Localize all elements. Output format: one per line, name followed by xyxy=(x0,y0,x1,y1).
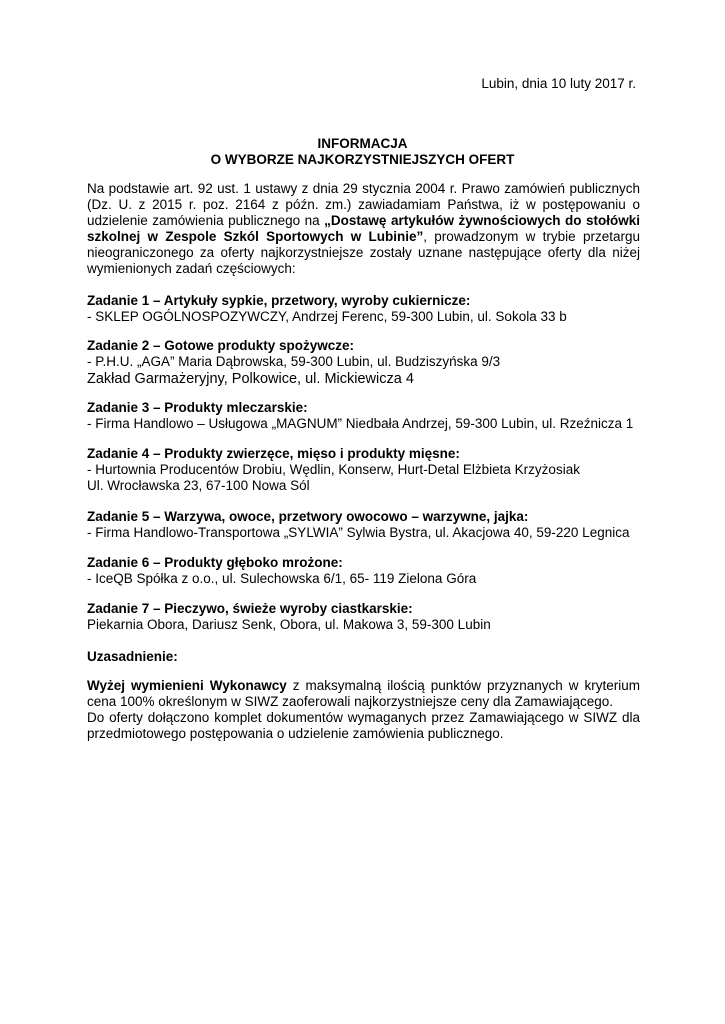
task-title: Zadanie 6 – Produkty głęboko mrożone: xyxy=(87,555,343,570)
heading-subtitle: O WYBORZE NAJKORZYSTNIEJSZYCH OFERT xyxy=(210,152,515,167)
task-contractor: - Firma Handlowo-Transportowa „SYLWIA” Sylwia Bystra, ul. Akacjowa 40, 59-220 Legnica xyxy=(87,525,630,540)
task-contractor: Zakład Garmażeryjny, Polkowice, ul. Mickiewicza 4 xyxy=(87,371,414,387)
intro-paragraph xyxy=(87,181,640,277)
task-contractor: - IceQB Spółka z o.o., ul. Sulechowska 6/1, 65- 119 Zielona Góra xyxy=(87,571,477,586)
justification-rest: z maksymalną ilością punktów przyznanych w kryterium cena 100% określonym w SIWZ zaoferowali najkorzystniejsze ceny dla Zamawiającego. xyxy=(87,678,640,709)
task-title: Zadanie 1 – Artykuły sypkie, przetwory, wyroby cukiernicze: xyxy=(87,293,471,308)
task-6 xyxy=(87,555,647,587)
task-3 xyxy=(87,400,647,432)
date-line: Lubin, dnia 10 luty 2017 r. xyxy=(481,76,636,91)
task-title: Zadanie 4 – Produkty zwierzęce, mięso i produkty mięsne: xyxy=(87,446,460,461)
task-contractor: - Hurtownia Producentów Drobiu, Wędlin, Konserw, Hurt-Detal Elżbieta Krzyżosiak xyxy=(87,462,580,477)
intro-text-1: Na podstawie art. 92 ust. 1 ustawy z dnia 29 stycznia 2004 r. Prawo zamówień publicznych (Dz. U. z 2015 r. poz. 2164 z późn. zm.) zawiadamiam Państwa, iż w postępowaniu o udzielenie zamówienia publicznego na xyxy=(87,181,640,228)
task-contractor: - P.H.U. „AGA” Maria Dąbrowska, 59-300 Lubin, ul. Budziszyńska 9/3 xyxy=(87,354,501,369)
heading-title: INFORMACJA xyxy=(317,136,408,151)
task-title: Zadanie 3 – Produkty mleczarskie: xyxy=(87,400,308,415)
task-contractor: Piekarnia Obora, Dariusz Senk, Obora, ul. Makowa 3, 59-300 Lubin xyxy=(87,617,491,632)
justification-bold: Wyżej wymienieni Wykonawcy xyxy=(87,678,287,693)
justification-text-2: Do oferty dołączono komplet dokumentów wymaganych przez Zamawiającego w SIWZ dla przedmiotowego postępowania o udzielenie zamówienia publicznego. xyxy=(87,710,640,741)
justification-paragraph xyxy=(87,678,640,742)
task-contractor: - SKLEP OGÓLNOSPOZYWCZY, Andrzej Ferenc, 59-300 Lubin, ul. Sokola 33 b xyxy=(87,309,567,324)
task-7 xyxy=(87,601,647,633)
task-1 xyxy=(87,293,647,325)
justification-text-1 xyxy=(87,678,640,710)
task-title: Zadanie 5 – Warzywa, owoce, przetwory owocowo – warzywne, jajka: xyxy=(87,509,529,524)
task-contractor: Ul. Wrocławska 23, 67-100 Nowa Sól xyxy=(87,478,310,493)
justification-title: Uzasadnienie: xyxy=(87,649,178,664)
task-4 xyxy=(87,446,647,494)
task-title: Zadanie 7 – Pieczywo, świeże wyroby ciastkarskie: xyxy=(87,601,413,616)
task-5 xyxy=(87,509,647,541)
intro-contract-name: „Dostawę artykułów żywnościowych do stołówki szkolnej w Zespole Szkól Sportowych w Lubinie” xyxy=(87,213,640,244)
task-2 xyxy=(87,338,647,387)
intro-text-2: , prowadzonym w trybie przetargu nieograniczonego za oferty najkorzystniejsze zostały uznane następujące oferty dla niżej wymienionych zadań częściowych: xyxy=(87,229,640,276)
task-title: Zadanie 2 – Gotowe produkty spożywcze: xyxy=(87,338,355,353)
task-contractor: - Firma Handlowo – Usługowa „MAGNUM” Niedbała Andrzej, 59-300 Lubin, ul. Rzeźnicza 1 xyxy=(87,416,634,431)
